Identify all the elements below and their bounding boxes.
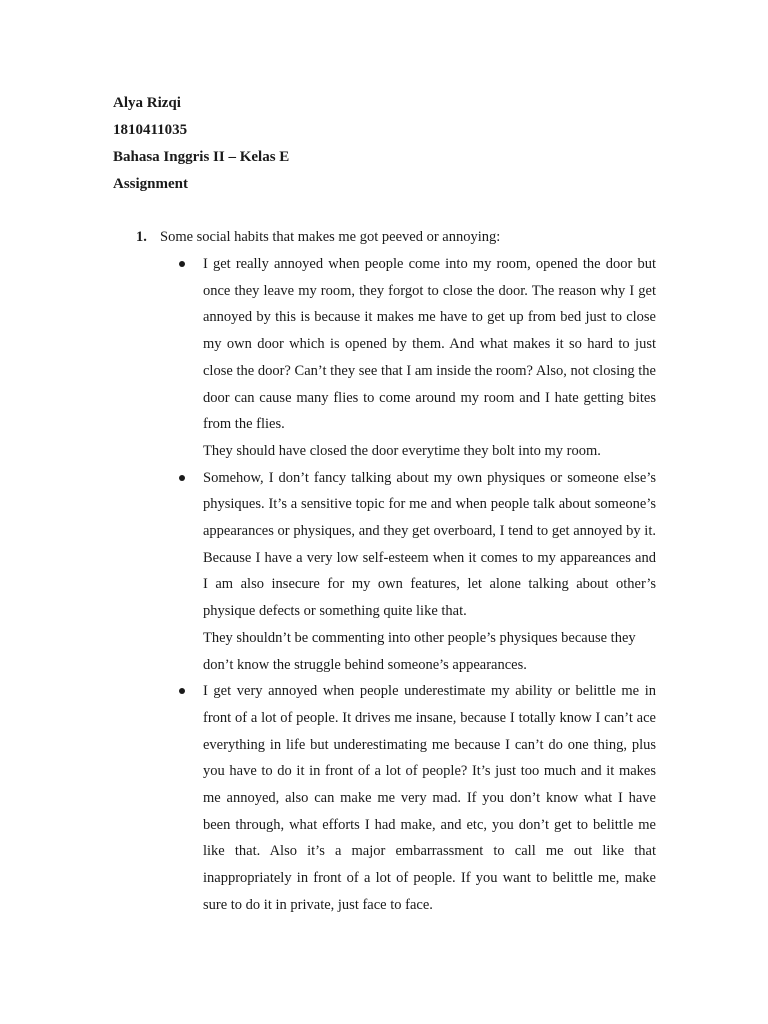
bullet-dot-icon (179, 475, 185, 481)
bullet-dot-icon (179, 261, 185, 267)
answer-bullet-1 (203, 251, 656, 465)
question-1 (136, 224, 696, 250)
bullet-paragraph: I get really annoyed when people come into my room, opened the door but once they leave my room, they forgot to close the door. The reason why I get annoyed by this is because it makes me have to get up from bed just to close my own door which is opened by them. And what makes it so hard to just close the door? Can’t they see that I am inside the room? Also, not closing the door can cause many flies to come around my room and I hate getting bites from the flies. (203, 256, 656, 433)
student-id: 1810411035 (113, 122, 188, 138)
answer-bullet-3 (203, 678, 656, 918)
student-name: Alya Rizqi (113, 95, 181, 111)
document-header (113, 90, 673, 198)
bullet-closing-sentence: They shouldn’t be commenting into other people’s physiques because they don’t know the struggle behind someone’s appearances. (203, 629, 636, 673)
answer-bullet-2 (203, 465, 656, 679)
bullet-paragraph: I get very annoyed when people underestimate my ability or belittle me in front of a lot of people. It drives me insane, because I totally know I can’t ace everything in life but underestimating me because I can’t do one thing, plus you have to do it in front of a lot of people? It’s just too much and it makes me annoyed, also can make me very mad. If you don’t know what I have been through, what efforts I had make, and etc, you don’t get to belittle me like that. Also it’s a major embarrassment to call me out like that inappropriately in front of a lot of people. If you want to belittle me, make sure to do it in private, just face to face. (203, 683, 656, 913)
course-name: Bahasa Inggris II – Kelas E (113, 149, 290, 165)
answer-bullet-list (203, 251, 656, 919)
question-number: 1. (136, 229, 147, 245)
question-prompt: Some social habits that makes me got peeved or annoying: (160, 229, 501, 245)
bullet-closing-sentence: They should have closed the door everytime they bolt into my room. (203, 442, 601, 459)
bullet-dot-icon (179, 688, 185, 694)
document-title: Assignment (113, 176, 189, 192)
bullet-paragraph: Somehow, I don’t fancy talking about my own physiques or someone else’s physiques. It’s a sensitive topic for me and when people talk about someone’s appearances or physiques, and they get overboard, I tend to get annoyed by it. Because I have a very low self-esteem when it comes to my appareances and I am also insecure for my own features, let alone talking about other’s physique defects or something quite like that. (203, 469, 656, 620)
